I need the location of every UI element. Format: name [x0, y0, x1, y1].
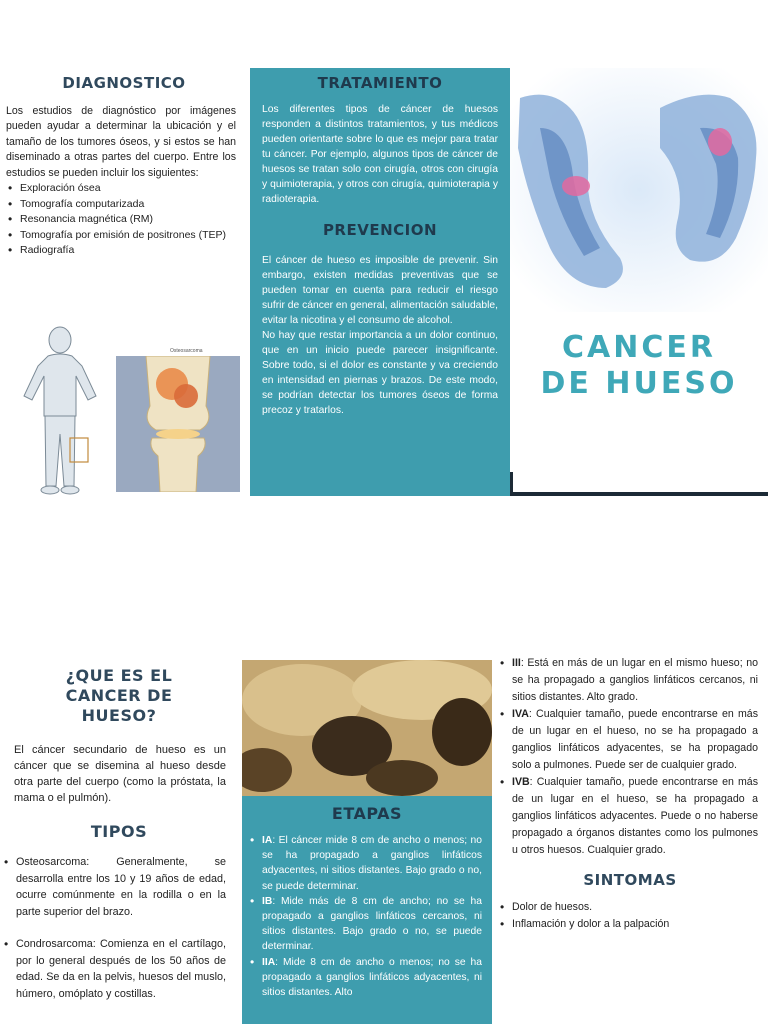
que-es-text: El cáncer secundario de hueso es un cáncer que se disemina al hueso desde otra parte del cuerpo (como la próstata, la mama o el pulmón). [14, 744, 226, 804]
que-es-heading: ¿QUE ES EL CANCER DE HUESO? [65, 666, 173, 725]
cover-corner-accent [512, 492, 768, 496]
tratamiento-heading: TRATAMIENTO [317, 74, 443, 92]
list-item: • Radiografía [6, 243, 236, 259]
list-item [248, 833, 482, 894]
stage-label: IIA [262, 956, 276, 968]
etapas-heading: ETAPAS [331, 804, 403, 823]
stage-text: : Cualquier tamaño, puede encontrarse en más de un lugar en el hueso, se ha propagado a ganglios linfáticos adyacentes. Puede o no haberse propagado a órganos distantes como los pulmones u otros huesos. Cualquier grado. [512, 776, 758, 856]
sintomas-heading: SINTOMAS [583, 871, 677, 889]
stage-label: IVA [512, 708, 529, 720]
etapas-list [242, 833, 492, 1000]
cover-title-line-2: DE HUESO [540, 366, 738, 401]
etapas-continued-list [492, 655, 768, 859]
list-item: • Dolor de huesos. [498, 899, 758, 916]
tratamiento-text: Los diferentes tipos de cáncer de huesos responden a distintos tratamientos, y tus médicos pueden orientarte sobre lo que es mejor para tratar tu cáncer. Por ejemplo, algunos tipos de cáncer de huesos se tratan solo con cirugía, otros con cirugía y quimioterapia, y otros con cirugía, quimioterapia y radioterapia. [262, 104, 498, 205]
list-item: • Exploración ósea [6, 181, 236, 197]
list-item: • Osteosarcoma: Generalmente, se desarrolla entre los 10 y 19 años de edad, ocurre comúnmente en la rodilla o en la parte superior del brazo. [2, 854, 226, 920]
stage-text: : Está en más de un lugar en el mismo hueso; no se ha propagado a ganglios linfáticos cercanos, ni sitios distantes. Alto grado. [512, 657, 758, 703]
cover-title [510, 330, 768, 402]
cover-title-line-1: CANCER [562, 330, 716, 365]
list-item [498, 655, 758, 706]
stage-text: : Mide 8 cm de ancho o menos; no se ha propagado a ganglios linfáticos adyacentes, ni sitios distantes. Alto [262, 956, 482, 999]
diagnostico-heading: DIAGNOSTICO [62, 74, 186, 92]
stage-label: IB [262, 895, 273, 907]
list-item: • Tomografía computarizada [6, 197, 236, 213]
diagnostico-panel [0, 68, 248, 496]
list-item [498, 774, 758, 859]
tratamiento-panel [250, 68, 510, 496]
list-item: • Resonancia magnética (RM) [6, 212, 236, 228]
list-item: • Condrosarcoma: Comienza en el cartílago, por lo general después de los 50 años de edad. Se da en la pelvis, huesos del muslo, húmero, omóplato y costillas. [2, 936, 226, 1002]
prevencion-heading: PREVENCION [322, 221, 438, 239]
foot-xray-image [510, 68, 768, 312]
tipos-list [2, 854, 226, 1002]
cover-panel [510, 68, 768, 496]
etapas-panel [242, 660, 492, 1024]
diagnostico-list [6, 181, 236, 259]
stage-text: : Mide más de 8 cm de ancho; no se ha propagado a ganglios linfáticos cercanos, ni sitios distantes. Bajo grado o no, se puede determinar. [262, 895, 482, 953]
stage-text: : El cáncer mide 8 cm de ancho o menos; no se ha propagado a ganglios linfáticos adyacentes, ni sitios distantes. Bajo grado o no, se puede determinar. [262, 835, 482, 892]
stage-label: IVB [512, 776, 530, 788]
body-figure-illustration [8, 326, 114, 496]
bone-texture-image [242, 660, 492, 796]
figure-label: Osteosarcoma [170, 348, 203, 354]
list-item [248, 894, 482, 955]
list-item: • Tomografía por emisión de positrones (TEP) [6, 228, 236, 244]
stage-label: III [512, 657, 521, 669]
prevencion-text-1: El cáncer de hueso es imposible de prevenir. Sin embargo, existen medidas preventivas que se pueden tomar en cuenta para reducir el riesgo sufrir de cáncer en general, alimentación saludable, evitar la nicotina y el consumo de alcohol. [262, 255, 498, 326]
diagnostico-intro: Los estudios de diagnóstico por imágenes pueden ayudar a determinar la ubicación y el tamaño de los tumores óseos, y si estos se han diseminado a otras partes del cuerpo. Entre los estudios se pueden incluir los siguientes: [6, 105, 236, 179]
cover-corner-accent-left [510, 472, 513, 496]
prevencion-text-2: No hay que restar importancia a un dolor continuo, que en un inicio puede parecer insignificante. Sobre todo, si el dolor es constante y va creciendo en intensidad en piernas y brazos. De este modo, se podrían detectar los tumores óseos de forma precoz y tratarlos. [262, 330, 498, 416]
sintomas-list [492, 899, 768, 933]
que-es-panel [0, 660, 238, 1024]
stage-text: : Cualquier tamaño, puede encontrarse en más de un lugar en el hueso, no se ha propagado a ganglios linfáticos adyacentes, se ha propagado solo a pulmones. Puede ser de cualquier grado. [512, 708, 758, 771]
etapas-continued-panel [492, 655, 768, 1024]
stage-label: IA [262, 835, 273, 846]
knee-osteosarcoma-illustration [116, 356, 240, 492]
list-item: • Inflamación y dolor a la palpación [498, 916, 758, 933]
list-item [248, 955, 482, 1001]
list-item [498, 706, 758, 774]
tipos-heading: TIPOS [90, 822, 148, 841]
